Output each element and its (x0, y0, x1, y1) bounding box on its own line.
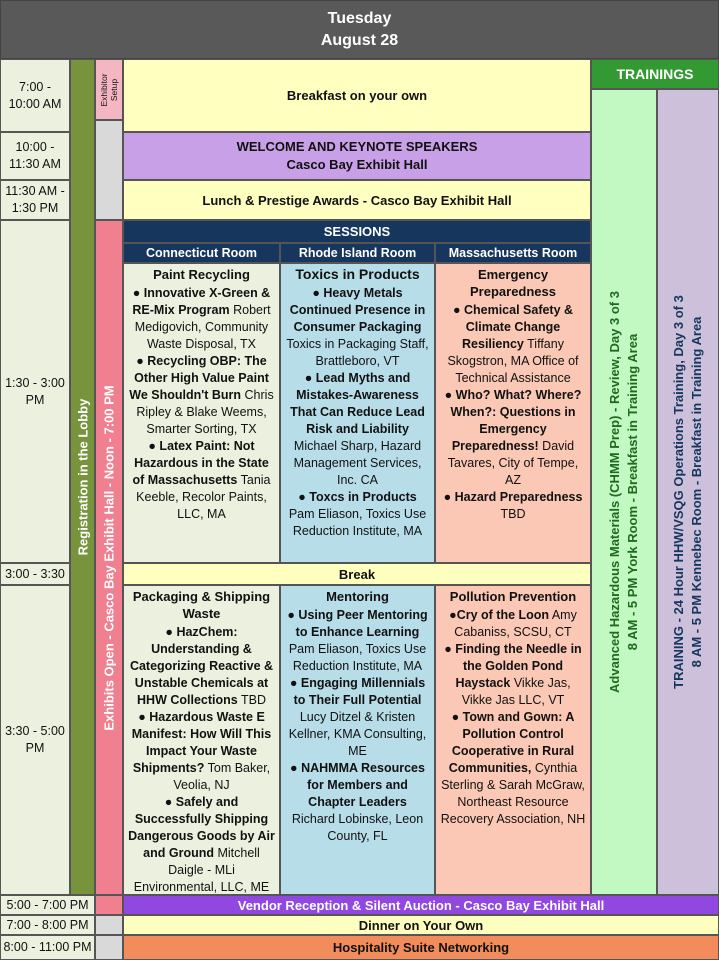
registration-bar (70, 59, 95, 895)
dinner-label: Dinner on Your Own (358, 917, 484, 933)
day-title: Tuesday (327, 9, 392, 27)
time-slot-6: 3:30 - 5:00 PM (0, 585, 70, 895)
training-hhw (657, 89, 719, 895)
vendor-reception-cell (123, 895, 719, 915)
hospitality-label: Hospitality Suite Networking (332, 940, 510, 955)
session-item: ● Innovative X-Green & RE-Mix Program Robert Medigovich, Community Waste Disposal, TX (132, 286, 271, 351)
session-item: ● Latex Paint: Not Hazardous in the State of Massachusetts Tania Keeble, Recolor Paints, LLC, MA (132, 439, 271, 521)
time-slot-3: 11:30 AM - 1:30 PM (0, 180, 70, 220)
training-hhw-line2: 8 AM - 5 PM Kennebec Room - Breakfast in Training Area (689, 316, 704, 668)
time-slot-4: 1:30 - 3:00 PM (0, 220, 70, 563)
session-item: ● Safely and Successfully Shipping Dangerous Goods by Air and Ground Mitchell Daigle - MLi Environmental, LLC, ME (128, 795, 275, 894)
lunch-cell (123, 180, 591, 220)
session-title: Mentoring (326, 589, 389, 604)
exhibitor-setup-label: Exhibitor Setup (99, 72, 119, 107)
training-hhw-line1: TRAINING - 24 Hour HHW/VSQG Operations Training, Day 3 of 3 (671, 295, 686, 689)
session-title: Emergency Preparedness (470, 267, 556, 299)
date-title: August 28 (320, 31, 399, 49)
welcome-cell (123, 132, 591, 180)
session-title: Packaging & Shipping Waste (132, 589, 271, 621)
session-item: ● Hazard Preparedness TBD (443, 490, 583, 521)
break-label: Break (338, 566, 376, 582)
exhibits-bottom (95, 895, 123, 915)
welcome-title: WELCOME AND KEYNOTE SPEAKERS (236, 139, 478, 154)
session-item: ● Town and Gown: A Pollution Control Cooperative in Rural Communities, Cynthia Sterling & Sarah McGraw, Northeast Resource Recovery Association, NH (440, 710, 586, 826)
session-item: ● Engaging Millennials to Their Full Potential Lucy Ditzel & Kristen Kellner, KMA Consulting, ME (288, 676, 427, 758)
time-slot-9: 8:00 - 11:00 PM (0, 935, 95, 960)
day-header (0, 0, 719, 59)
hospitality-cell (123, 935, 719, 960)
session2-connecticut (123, 585, 280, 895)
session-title: Toxics in Products (295, 266, 420, 282)
session1-connecticut (123, 263, 280, 563)
training-hazmat-line2: 8 AM - 5 PM York Room - Breakfast in Training Area (625, 333, 640, 651)
grey-spacer-2 (95, 915, 123, 935)
session2-rhode-island (280, 585, 435, 895)
time-slot-1: 7:00 - 10:00 AM (0, 59, 70, 132)
session-item: ● Toxcs in Products Pam Eliason, Toxics Use Reduction Institute, MA (288, 490, 427, 538)
room-header-massachusetts: Massachusetts Room (435, 243, 591, 263)
time-slot-8: 7:00 - 8:00 PM (0, 915, 95, 935)
exhibits-bar (95, 220, 123, 895)
lunch-label: Lunch & Prestige Awards - Casco Bay Exhibit Hall (202, 192, 512, 208)
training-hazmat-line1: Advanced Hazardous Materials (CHMM Prep) - Review, Day 3 of 3 (607, 291, 622, 693)
session-title: Pollution Prevention (449, 589, 577, 604)
session-item: ●Cry of the Loon Amy Cabaniss, SCSU, CT (449, 608, 577, 639)
session-item: ● Lead Myths and Mistakes-Awareness That Can Reduce Lead Risk and Liability Michael Sharp, Hazard Management Services, Inc. CA (290, 371, 425, 487)
session1-rhode-island (280, 263, 435, 563)
session-item: ● Who? What? Where? When?: Questions in Emergency Preparedness! David Tavares, City of Tempe, AZ (444, 388, 582, 487)
breakfast-label: Breakfast on your own (286, 88, 428, 103)
session-title: Paint Recycling (153, 267, 250, 282)
session-item: ● Chemical Safety & Climate Change Resiliency Tiffany Skogstron, MA Office of Technical Assistance (447, 303, 579, 385)
dinner-cell (123, 915, 719, 935)
vendor-reception-label: Vendor Reception & Silent Auction - Casco Bay Exhibit Hall (237, 897, 605, 913)
exhibits-label: Exhibits Open - Casco Bay Exhibit Hall - Noon - 7:00 PM (101, 384, 117, 731)
time-slot-2: 10:00 - 11:30 AM (0, 132, 70, 180)
grey-spacer-1 (95, 120, 123, 220)
room-header-connecticut: Connecticut Room (123, 243, 280, 263)
session-item: ● Recycling OBP: The Other High Value Paint We Shouldn't Burn Chris Ripley & Blake Weems, Smarter Sorting, TX (129, 354, 274, 436)
session1-massachusetts (435, 263, 591, 563)
welcome-location: Casco Bay Exhibit Hall (286, 157, 428, 172)
session-item: ● HazChem: Understanding & Categorizing Reactive & Unstable Chemicals at HHW Collections TBD (129, 625, 274, 707)
grey-spacer-3 (95, 935, 123, 960)
room-header-rhode-island: Rhode Island Room (280, 243, 435, 263)
breakfast-cell (123, 59, 591, 132)
training-hazmat-text (606, 291, 642, 693)
time-slot-5: 3:00 - 3:30 (0, 563, 70, 585)
registration-label: Registration in the Lobby (75, 398, 90, 556)
session-item: ● Using Peer Mentoring to Enhance Learning Pam Eliason, Toxics Use Reduction Institute, MA (287, 608, 428, 673)
training-hazmat (591, 89, 657, 895)
break-cell (123, 563, 591, 585)
sessions-header: SESSIONS (123, 220, 591, 243)
training-hhw-text (670, 295, 706, 689)
exhibitor-setup (95, 59, 123, 120)
time-slot-7: 5:00 - 7:00 PM (0, 895, 95, 915)
session-item: ● Finding the Needle in the Golden Pond Haystack Vikke Jas, Vikke Jas LLC, VT (444, 642, 582, 707)
session2-massachusetts (435, 585, 591, 895)
trainings-header: TRAININGS (591, 59, 719, 89)
session-item: ● Heavy Metals Continued Presence in Consumer Packaging Toxics in Packaging Staff, Brattleboro, VT (286, 286, 429, 368)
session-item: ● NAHMMA Resources for Members and Chapter Leaders Richard Lobinske, Leon County, FL (290, 761, 425, 843)
session-item: ● Hazardous Waste E Manifest: How Will This Impact Your Waste Shipments? Tom Baker, Veolia, NJ (131, 710, 272, 792)
